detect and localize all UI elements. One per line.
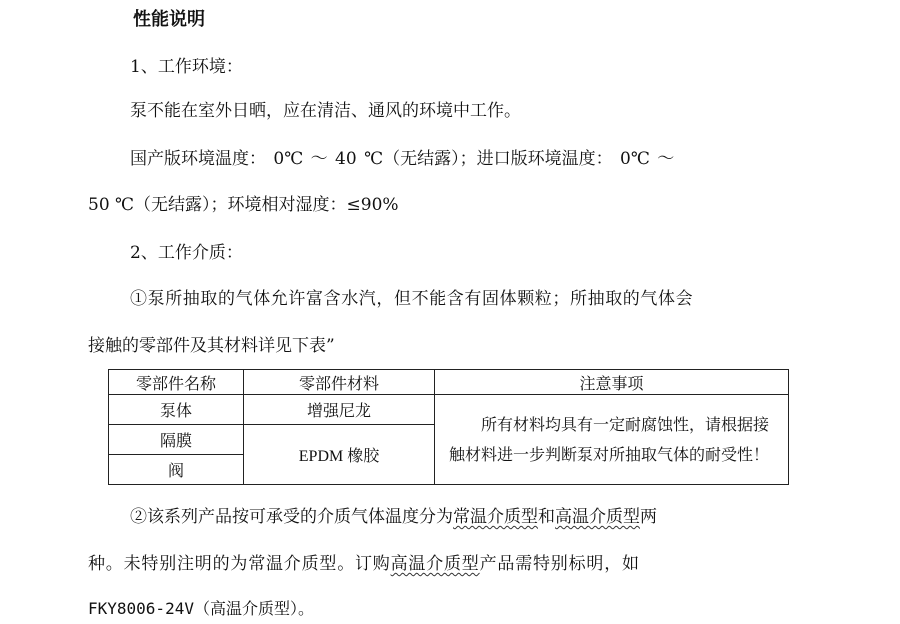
cell-part: 阀 xyxy=(109,455,244,485)
header-part-name: 零部件名称 xyxy=(109,370,244,395)
sec1-line3: 50 ℃（无结露）；环境相对湿度：≤90% xyxy=(88,195,399,215)
section-title: 性能说明 xyxy=(133,9,205,30)
materials-table xyxy=(108,369,789,485)
sec1-line2: 国产版环境温度： 0℃ ～ 40 ℃（无结露）；进口版环境温度： 0℃ ～ xyxy=(130,149,675,169)
term-normal-temp: 常温介质型 xyxy=(453,507,538,527)
sec1-heading: 1、工作环境： xyxy=(130,57,243,77)
term-high-temp: 高温介质型 xyxy=(555,507,640,527)
cell-note xyxy=(435,395,789,485)
p2-text: 和 xyxy=(538,507,555,527)
p2-text: 两 xyxy=(640,507,657,527)
header-notes: 注意事项 xyxy=(435,370,789,395)
cell-material: EPDM 橡胶 xyxy=(244,425,435,485)
p2-line1 xyxy=(130,505,657,529)
p2-line3: FKY8006-24V（高温介质型）。 xyxy=(88,599,314,618)
sec2-p1-line1: ①泵所抽取的气体允许富含水汽，但不能含有固体颗粒；所抽取的气体会 xyxy=(130,289,694,309)
table-row xyxy=(109,395,789,425)
cell-material: 增强尼龙 xyxy=(244,395,435,425)
table-header-row xyxy=(109,370,789,395)
p2-line2 xyxy=(88,552,640,576)
cell-part: 隔膜 xyxy=(109,425,244,455)
note-text: 所有材料均具有一定耐腐蚀性，请根据接触材料进一步判断泵对所抽取气体的耐受性！ xyxy=(449,414,770,464)
header-material: 零部件材料 xyxy=(244,370,435,395)
term-high-temp: 高温介质型 xyxy=(390,554,480,574)
p2-text: 产品需特别标明，如 xyxy=(479,554,640,574)
cell-part: 泵体 xyxy=(109,395,244,425)
sec1-line1: 泵不能在室外日晒，应在清洁、通风的环境中工作。 xyxy=(130,101,521,121)
p2-text: 种。未特别注明的为常温介质型。订购 xyxy=(88,554,391,574)
sec2-heading: 2、工作介质： xyxy=(130,243,243,263)
p2-text: ②该系列产品按可承受的介质气体温度分为 xyxy=(130,507,453,527)
sec2-p1-line2: 接触的零部件及其材料详见下表” xyxy=(88,336,335,356)
